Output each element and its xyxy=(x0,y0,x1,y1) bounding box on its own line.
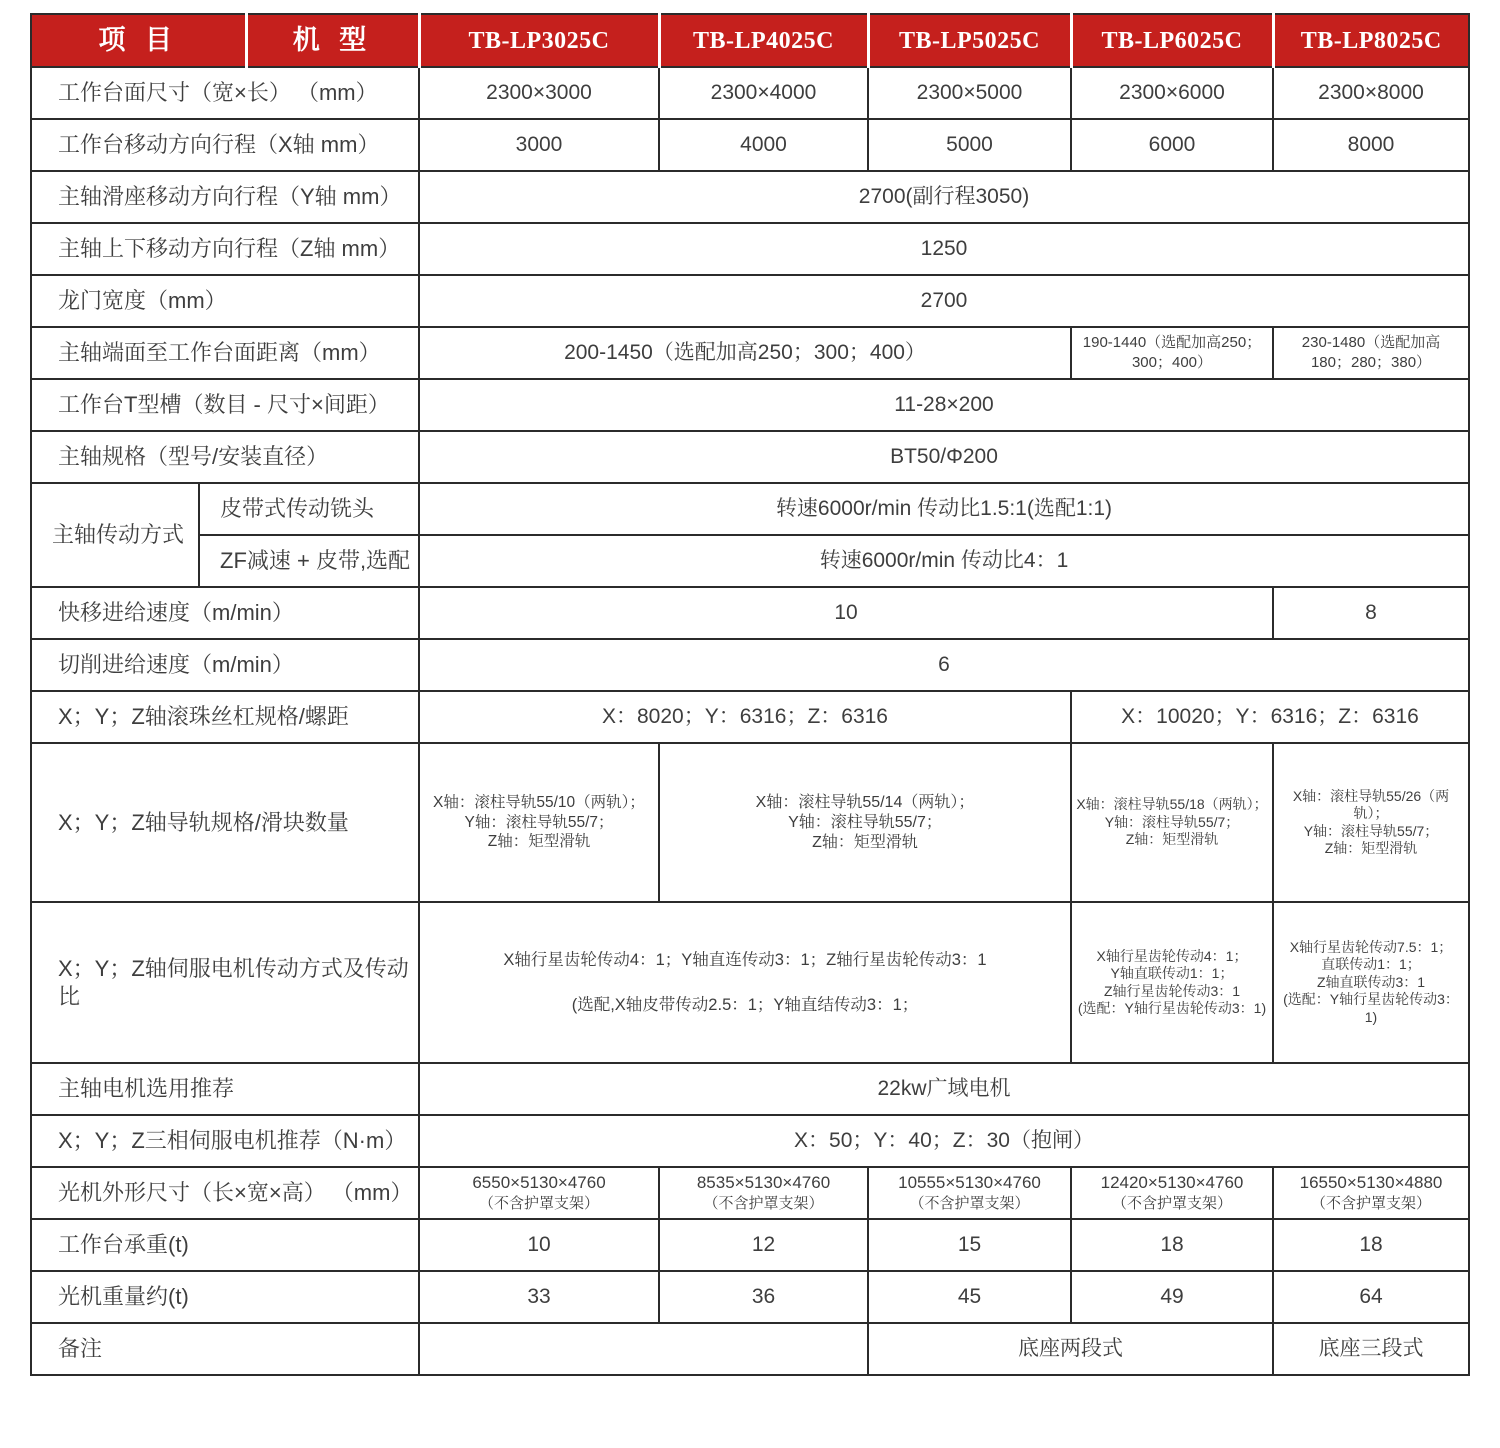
cell-guide-1 xyxy=(419,743,659,902)
cell-remark-5: 底座三段式 xyxy=(1273,1323,1469,1375)
row-x-travel xyxy=(31,119,1469,171)
cell-servo-4 xyxy=(1071,902,1273,1063)
row-spindle-distance xyxy=(31,327,1469,379)
spec-line: (选配：Y轴行星齿轮传动3：1) xyxy=(1077,1000,1267,1016)
row-gantry-width xyxy=(31,275,1469,327)
row-label-spindle-drive: 主轴传动方式 xyxy=(31,483,199,587)
row-worktable-size xyxy=(31,67,1469,119)
cell-screw-45: X：10020；Y：6316；Z：6316 xyxy=(1071,691,1469,743)
guide-1-lines xyxy=(424,793,654,851)
spec-line: Z轴行星齿轮传动3：1 xyxy=(1103,982,1241,999)
dim-value: 10555×5130×4760 xyxy=(898,1173,1041,1193)
row-machine-weight xyxy=(31,1271,1469,1323)
row-label-machine-weight: 光机重量约(t) xyxy=(31,1271,419,1323)
cell-x-3: 5000 xyxy=(868,119,1071,171)
row-label-ball-screw: X；Y；Z轴滚珠丝杠规格/螺距 xyxy=(31,691,419,743)
row-rapid-feed xyxy=(31,587,1469,639)
cell-screw-123: X：8020；Y：6316；Z：6316 xyxy=(419,691,1071,743)
servo-4-lines xyxy=(1076,948,1268,1018)
row-dimensions xyxy=(31,1167,1469,1219)
dim-note: （不含护罩支架） xyxy=(1111,1195,1232,1213)
spec-line: Z轴：矩型滑轨 xyxy=(812,833,918,851)
cell-x-1: 3000 xyxy=(419,119,659,171)
cell-load-2: 12 xyxy=(659,1219,868,1271)
row-label-dimensions: 光机外形尺寸（长×宽×高） （mm） xyxy=(31,1167,419,1219)
cell-remark-34: 底座两段式 xyxy=(868,1323,1273,1375)
cell-dims-2 xyxy=(659,1167,868,1219)
row-guideway xyxy=(31,743,1469,902)
spec-line: Z轴直联传动3：1 xyxy=(1316,973,1426,990)
row-label-rapid-feed: 快移进给速度（m/min） xyxy=(31,587,419,639)
cell-t-slot-all: 11-28×200 xyxy=(419,379,1469,431)
cell-size-5: 2300×8000 xyxy=(1273,67,1469,119)
spec-line: Y轴：滚柱导轨55/7； xyxy=(464,813,614,831)
cell-dims-4 xyxy=(1071,1167,1273,1219)
row-label-cutting-feed: 切削进给速度（m/min） xyxy=(31,639,419,691)
cell-dims-1 xyxy=(419,1167,659,1219)
cell-weight-3: 45 xyxy=(868,1271,1071,1323)
header-model-tb-lp4025c: TB-LP4025C xyxy=(659,14,868,67)
spec-line: X轴：滚柱导轨55/14（两轨）； xyxy=(755,793,975,811)
cell-x-2: 4000 xyxy=(659,119,868,171)
cell-remark-12 xyxy=(419,1323,868,1375)
row-label-spindle-distance: 主轴端面至工作台面距离（mm） xyxy=(31,327,419,379)
spec-line: X轴：滚柱导轨55/18（两轨）； xyxy=(1076,796,1268,813)
cell-rapid-1234: 10 xyxy=(419,587,1273,639)
servo-5-lines xyxy=(1278,939,1464,1027)
row-table-load xyxy=(31,1219,1469,1271)
dim-note: （不含护罩支架） xyxy=(1310,1195,1431,1213)
guide-4-lines xyxy=(1076,796,1268,849)
spec-table xyxy=(30,13,1470,1376)
cell-servo-rec-all: X：50；Y：40；Z：30（抱闸） xyxy=(419,1115,1469,1167)
row-label-spindle-spec: 主轴规格（型号/安装直径） xyxy=(31,431,419,483)
cell-gantry-all: 2700 xyxy=(419,275,1469,327)
cell-size-4: 2300×6000 xyxy=(1071,67,1273,119)
cell-y-all: 2700(副行程3050) xyxy=(419,171,1469,223)
dim-value: 6550×5130×4760 xyxy=(472,1173,606,1193)
header-model-tb-lp3025c: TB-LP3025C xyxy=(419,14,659,67)
spec-line: (选配：Y轴行星齿轮传动3：1) xyxy=(1283,991,1459,1025)
servo-123-lines xyxy=(424,950,1066,1015)
cell-weight-2: 36 xyxy=(659,1271,868,1323)
row-label-z-travel: 主轴上下移动方向行程（Z轴 mm） xyxy=(31,223,419,275)
dim-value: 12420×5130×4760 xyxy=(1100,1173,1244,1193)
spec-line: X轴行星齿轮传动7.5：1； xyxy=(1289,938,1453,955)
guide-5-lines xyxy=(1278,788,1464,858)
row-servo-rec xyxy=(31,1115,1469,1167)
spec-line: 直联传动1：1； xyxy=(1321,956,1421,973)
row-label-spindle-motor: 主轴电机选用推荐 xyxy=(31,1063,419,1115)
row-t-slot xyxy=(31,379,1469,431)
spec-line: Y轴：滚柱导轨55/7； xyxy=(1104,813,1240,830)
cell-x-5: 8000 xyxy=(1273,119,1469,171)
cell-drive-belt-all: 转速6000r/min 传动比1.5:1(选配1:1) xyxy=(419,483,1469,535)
spec-line: (选配,X轴皮带传动2.5：1；Y轴直结传动3：1； xyxy=(571,995,919,1014)
header-row xyxy=(31,14,1469,67)
row-spindle-spec xyxy=(31,431,1469,483)
cell-distance-5: 230-1480（选配加高180；280；380） xyxy=(1273,327,1469,379)
header-item: 项 目 xyxy=(31,14,246,67)
dim-value: 16550×5130×4880 xyxy=(1299,1173,1443,1193)
spec-line: Y轴：滚柱导轨55/7； xyxy=(1303,822,1439,839)
cell-rapid-5: 8 xyxy=(1273,587,1469,639)
cell-weight-4: 49 xyxy=(1071,1271,1273,1323)
row-ball-screw xyxy=(31,691,1469,743)
row-label-x-travel: 工作台移动方向行程（X轴 mm） xyxy=(31,119,419,171)
row-label-gantry-width: 龙门宽度（mm） xyxy=(31,275,419,327)
cell-load-1: 10 xyxy=(419,1219,659,1271)
row-label-guideway: X；Y；Z轴导轨规格/滑块数量 xyxy=(31,743,419,902)
row-y-travel xyxy=(31,171,1469,223)
cell-spindle-spec-all: BT50/Φ200 xyxy=(419,431,1469,483)
cell-weight-1: 33 xyxy=(419,1271,659,1323)
row-remark xyxy=(31,1323,1469,1375)
cell-distance-123: 200-1450（选配加高250；300；400） xyxy=(419,327,1071,379)
cell-guide-23 xyxy=(659,743,1071,902)
cell-dims-3 xyxy=(868,1167,1071,1219)
spec-line: Z轴：矩型滑轨 xyxy=(1125,831,1219,848)
spec-line: X轴行星齿轮传动4：1；Y轴直连传动3：1；Z轴行星齿轮传动3：1 xyxy=(503,950,987,969)
header-model: 机 型 xyxy=(246,14,419,67)
cell-load-3: 15 xyxy=(868,1219,1071,1271)
row-label-remark: 备注 xyxy=(31,1323,419,1375)
cell-x-4: 6000 xyxy=(1071,119,1273,171)
cell-servo-5 xyxy=(1273,902,1469,1063)
cell-load-4: 18 xyxy=(1071,1219,1273,1271)
cell-dims-5 xyxy=(1273,1167,1469,1219)
row-spindle-motor xyxy=(31,1063,1469,1115)
spec-line: Y轴直联传动1：1； xyxy=(1110,965,1234,981)
cell-cutting-all: 6 xyxy=(419,639,1469,691)
row-label-y-travel: 主轴滑座移动方向行程（Y轴 mm） xyxy=(31,171,419,223)
spec-line: Z轴：矩型滑轨 xyxy=(487,833,591,851)
row-label-worktable-size: 工作台面尺寸（宽×长） （mm） xyxy=(31,67,419,119)
spec-line: X轴：滚柱导轨55/26（两轨）； xyxy=(1292,787,1450,821)
row-spindle-drive-zf xyxy=(31,535,1469,587)
header-model-tb-lp5025c: TB-LP5025C xyxy=(868,14,1071,67)
dim-note: （不含护罩支架） xyxy=(703,1195,824,1213)
spec-line: X轴：滚柱导轨55/10（两轨）； xyxy=(433,794,645,812)
row-servo-drive xyxy=(31,902,1469,1063)
row-cutting-feed xyxy=(31,639,1469,691)
row-spindle-drive-belt xyxy=(31,483,1469,535)
spec-line: X轴行星齿轮传动4：1； xyxy=(1096,947,1248,964)
spec-line: Y轴：滚柱导轨55/7； xyxy=(788,813,942,831)
header-model-tb-lp6025c: TB-LP6025C xyxy=(1071,14,1273,67)
row-label-servo-drive: X；Y；Z轴伺服电机传动方式及传动比 xyxy=(31,902,419,1063)
cell-guide-5 xyxy=(1273,743,1469,902)
cell-guide-4 xyxy=(1071,743,1273,902)
row-sublabel-belt-head: 皮带式传动铣头 xyxy=(199,483,419,535)
row-label-table-load: 工作台承重(t) xyxy=(31,1219,419,1271)
header-model-tb-lp8025c: TB-LP8025C xyxy=(1273,14,1469,67)
row-sublabel-zf-belt: ZF减速 + 皮带,选配 xyxy=(199,535,419,587)
dim-value: 8535×5130×4760 xyxy=(696,1173,831,1193)
cell-servo-123 xyxy=(419,902,1071,1063)
cell-size-1: 2300×3000 xyxy=(419,67,659,119)
guide-23-lines xyxy=(664,793,1066,853)
spec-line: Z轴：矩型滑轨 xyxy=(1324,840,1418,856)
cell-z-all: 1250 xyxy=(419,223,1469,275)
cell-distance-4: 190-1440（选配加高250；300；400） xyxy=(1071,327,1273,379)
cell-weight-5: 64 xyxy=(1273,1271,1469,1323)
row-label-servo-rec: X；Y；Z三相伺服电机推荐（N·m） xyxy=(31,1115,419,1167)
row-z-travel xyxy=(31,223,1469,275)
page xyxy=(0,13,1500,1448)
cell-drive-zf-all: 转速6000r/min 传动比4：1 xyxy=(419,535,1469,587)
cell-spindle-motor-all: 22kw广域电机 xyxy=(419,1063,1469,1115)
cell-size-2: 2300×4000 xyxy=(659,67,868,119)
cell-load-5: 18 xyxy=(1273,1219,1469,1271)
dim-note: （不含护罩支架） xyxy=(909,1195,1030,1213)
dim-note: （不含护罩支架） xyxy=(478,1195,599,1213)
row-label-t-slot: 工作台T型槽（数目 - 尺寸×间距） xyxy=(31,379,419,431)
cell-size-3: 2300×5000 xyxy=(868,67,1071,119)
